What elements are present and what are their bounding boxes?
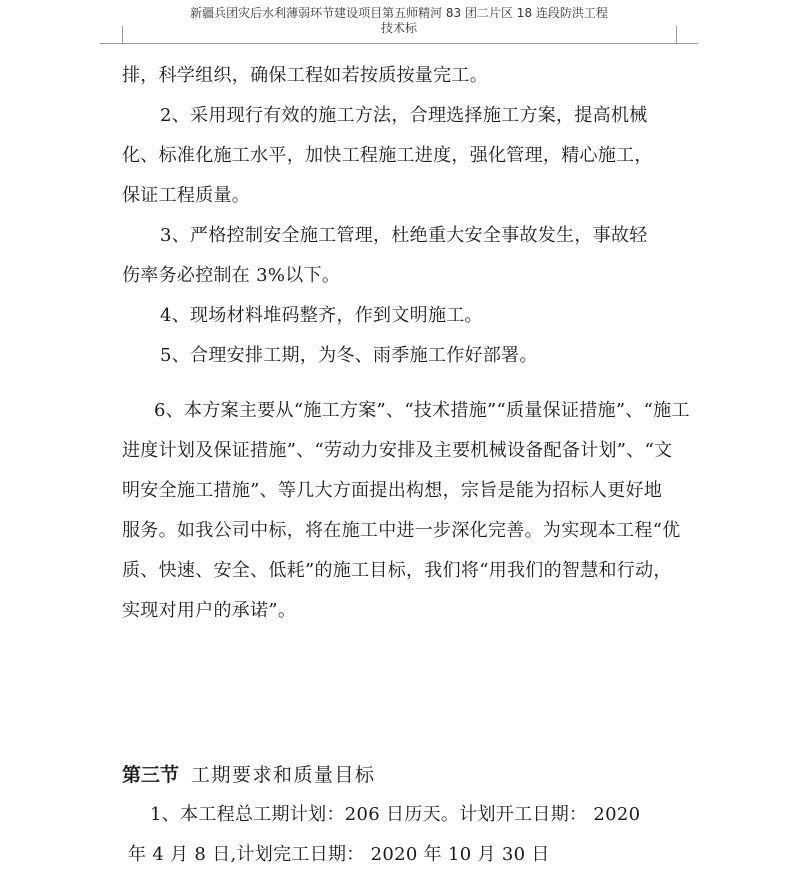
header-doc-type: 技术标	[380, 21, 417, 35]
paragraph-line: 服务。如我公司中标，将在施工中进一步深化完善。为实现本工程“优	[122, 520, 681, 541]
header-corner-mark-right	[676, 26, 677, 44]
paragraph-line: 伤率务必控制在 3%以下。	[122, 265, 341, 286]
paragraph-line: 5、合理安排工期，为冬、雨季施工作好部署。	[160, 345, 538, 366]
header-project-title: 新疆兵团灾后水利薄弱环节建设项目第五师精河 83 团二片区 18 连段防洪工程	[190, 6, 608, 20]
paragraph-line: 3、严格控制安全施工管理，杜绝重大安全事故发生，事故轻	[160, 225, 648, 246]
header-divider	[100, 43, 698, 44]
paragraph-line: 质、快速、安全、低耗”的施工目标，我们将“用我们的智慧和行动，	[122, 560, 672, 581]
paragraph-line: 明安全施工措施”、等几大方面提出构想，宗旨是能为招标人更好地	[122, 480, 663, 501]
paragraph-line: 保证工程质量。	[122, 185, 251, 206]
section-title: 工期要求和质量目标	[191, 764, 376, 786]
paragraph-line: 进度计划及保证措施”、“劳动力安排及主要机械设备配备计划”、“文	[122, 440, 673, 461]
paragraph-line: 4、现场材料堆码整齐，作到文明施工。	[160, 305, 483, 326]
section-heading	[122, 760, 376, 787]
paragraph-line: 实现对用户的承诺”。	[122, 600, 297, 621]
section-number: 第三节	[122, 764, 180, 786]
paragraph-line: 2、采用现行有效的施工方法，合理选择施工方案，提高机械	[160, 105, 648, 126]
paragraph-line: 排，科学组织，确保工程如若按质按量完工。	[122, 65, 488, 86]
header-corner-mark-left	[122, 26, 123, 44]
paragraph-line: 6、本方案主要从“施工方案”、“技术措施”“质量保证措施”、“施工	[154, 400, 690, 421]
schedule-line: 年 4 月 8 日,计划完工日期： 2020 年 10 月 30 日	[128, 844, 550, 865]
page-header	[100, 6, 698, 36]
schedule-line: 1、本工程总工期计划：206 日历天。计划开工日期： 2020	[150, 804, 641, 825]
paragraph-line: 化、标准化施工水平，加快工程施工进度，强化管理，精心施工，	[122, 145, 653, 166]
